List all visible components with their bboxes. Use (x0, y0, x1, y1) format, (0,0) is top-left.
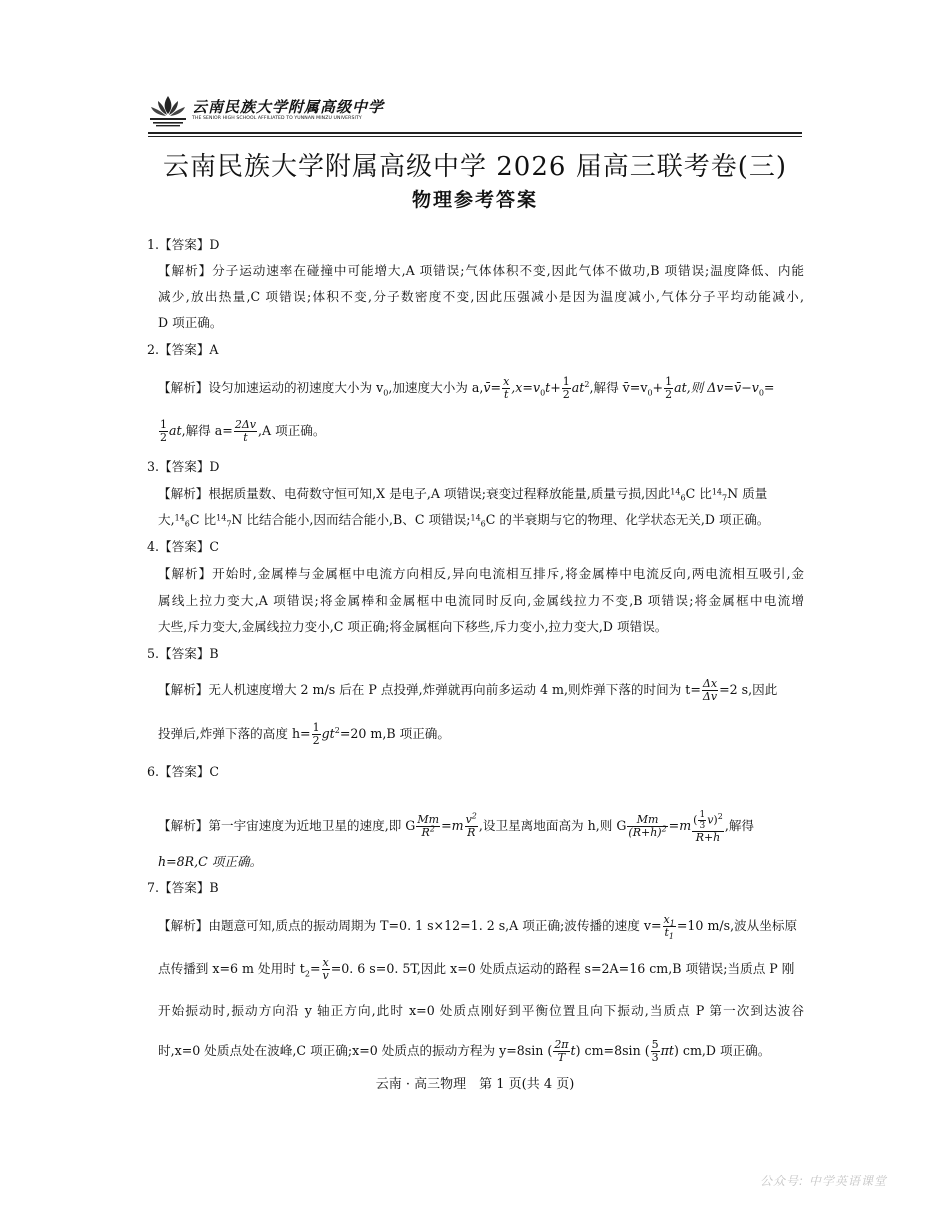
q7-analysis-line-1: 【解析】由题意可知,质点的振动周期为 T=0. 1 s×12=1. 2 s,A 项正确;波传播的速度 v= $\frac{x_1}{t_1}$ =10 m/s,波从坐标原 (158, 913, 798, 942)
q5-frac-half: $\frac{1}{2}$ (312, 721, 320, 747)
school-logo (148, 92, 385, 130)
page-footer: 云南 · 高三物理 第 1 页(共 4 页) (375, 1077, 575, 1092)
q4-analysis-line-2: 属线上拉力变大,A 项错误;将金属棒和金属框中电流同时反向,金属线拉力不变,B 项错误;将金属框中电流增 (158, 593, 804, 608)
q2-frac-half-3: $\frac{1}{2}$ (160, 418, 167, 444)
header-rule-thick (148, 132, 802, 134)
page-title: 云南民族大学附属高级中学 2026 届高三联考卷(三) (163, 152, 787, 182)
q2-frac-x-t: $\frac{x}{t}$ (503, 375, 510, 401)
q1-analysis-line-2: 减少,放出热量,C 项错误;体积不变,分子数密度不变,因此压强减小是因为温度减小,气体分子平均动能减小, (158, 289, 804, 304)
q7-answer: 7.【答案】B (147, 880, 219, 895)
q3-answer: 3.【答案】D (147, 459, 220, 474)
q2-frac-2dv-t: $\frac{2\Delta v}{t}$ (234, 418, 257, 444)
q6-answer: 6.【答案】C (147, 764, 220, 779)
q3-analysis-line-2: 大,$^{14}_6$C 比$^{14}_7$N 比结合能小,因而结合能小,B、C 项错误;$^{14}_6$C 的半衰期与它的物理、化学状态无关,D 项正确。 (158, 512, 770, 529)
q7-frac-2pi-T: $\frac{2\pi}{T}$ (554, 1038, 569, 1064)
logo-school-name-en: THE SENIOR HIGH SCHOOL AFFILIATED TO YUNNAN MINZU UNIVERSITY (192, 116, 362, 121)
logo-school-name: 云南民族大学附属高级中学 (192, 98, 385, 116)
q2-analysis-line-2: $\frac{1}{2}$ at,解得 a= $\frac{2\Delta v}{t}$ ,A 项正确。 (160, 418, 326, 444)
q5-frac-dx-dv: $\frac{\Delta x}{\Delta v}$ (702, 677, 718, 703)
q2-frac-half-2: $\frac{1}{2}$ (665, 375, 673, 401)
q5-answer: 5.【答案】B (147, 646, 219, 661)
q1-analysis-line-1: 【解析】分子运动速率在碰撞中可能增大,A 项错误;气体体积不变,因此气体不做功,B 项错误;温度降低、内能 (158, 263, 805, 278)
q7-analysis-line-4: 时,x=0 处质点处在波峰,C 项正确;x=0 处质点的振动方程为 y=8sin ( $\frac{2\pi}{T}$ t) cm=8sin ( $\frac{5}{3}$ πt) cm,D 项正确。 (158, 1038, 771, 1064)
watermark: 公众号: 中学英语课堂 (760, 1174, 887, 1188)
q1-answer: 1.【答案】D (147, 237, 220, 252)
q6-analysis-line-2: h=8R,C 项正确。 (158, 854, 263, 869)
page-subtitle: 物理参考答案 (411, 189, 538, 211)
school-emblem-icon (148, 92, 188, 128)
q7-frac-x-v: $\frac{x}{v}$ (322, 956, 329, 982)
q2-answer: 2.【答案】A (147, 342, 219, 357)
q6-frac-v2-R: $\frac{v^2}{R}$ (465, 811, 477, 839)
q2-frac-half-1: $\frac{1}{2}$ (562, 375, 570, 401)
q7-frac-x1-t1: $\frac{x_1}{t_1}$ (663, 913, 675, 942)
q3-analysis-line-1: 【解析】根据质量数、电荷数守恒可知,X 是电子,A 项错误;衰变过程释放能量,质量亏损,因此$^{14}_6$C 比$^{14}_7$N 质量 (158, 486, 768, 503)
q5-analysis-line-2: 投弹后,炸弹下落的高度 h= $\frac{1}{2}$ $gt^2=20$ m,B 项正确。 (158, 721, 450, 747)
q1-analysis-line-3: D 项正确。 (158, 315, 223, 330)
q2-analysis-line-1: 【解析】设匀加速运动的初速度大小为 $v_0$,加速度大小为 a,v̄= $\frac{x}{t}$ $,x=v_0t+$ $\frac{1}{2}$ $at^2$,解得 $v̄=v_0+$ $\frac{1}{2}$ at,则 $\Delta v=v̄-v_0=$ (158, 375, 775, 401)
q7-frac-5-3: $\frac{5}{3}$ (651, 1038, 659, 1064)
q7-analysis-line-3: 开始振动时,振动方向沿 y 轴正方向,此时 x=0 处质点刚好到平衡位置且向下振动,当质点 P 第一次到达波谷 (158, 1003, 804, 1018)
q4-analysis-line-1: 【解析】开始时,金属棒与金属框中电流方向相反,异向电流相互排斥,将金属棒中电流反向,两电流相互吸引,金 (158, 566, 804, 581)
q6-frac-Mm-Rh2: $\frac{Mm}{(R+h)^2}$ (628, 813, 667, 839)
q6-frac-Mm-R2: $\frac{Mm}{R^2}$ (417, 813, 440, 839)
q6-analysis-line-1: 【解析】第一宇宙速度为近地卫星的速度,即 G $\frac{Mm}{R^2}$ =m $\frac{v^2}{R}$ ,设卫星离地面高为 h,则 G $\frac{Mm}{(R+h)^2}$ =m ( $\frac{1}{3}$ v)$^2$ R+h ,解得 (158, 809, 755, 844)
header-rule-thin (148, 136, 802, 137)
q4-answer: 4.【答案】C (147, 539, 220, 554)
q6-frac-third-v-sq: ( $\frac{1}{3}$ v)$^2$ R+h (693, 809, 723, 844)
q4-analysis-line-3: 大些,斥力变大,金属线拉力变小,C 项正确;将金属框向下移些,斥力变小,拉力变大,D 项错误。 (158, 619, 668, 634)
q5-analysis-line-1: 【解析】无人机速度增大 2 m/s 后在 P 点投弹,炸弹就再向前多运动 4 m,则炸弹下落的时间为 t= $\frac{\Delta x}{\Delta v}$ =2 s,因此 (158, 677, 778, 703)
q7-analysis-line-2: 点传播到 x=6 m 处用时 $t_2=$ $\frac{x}{v}$ =0. 6 s=0. 5T,因此 x=0 处质点运动的路程 s=2A=16 cm,B 项错误;当质点 P 刚 (158, 956, 795, 982)
